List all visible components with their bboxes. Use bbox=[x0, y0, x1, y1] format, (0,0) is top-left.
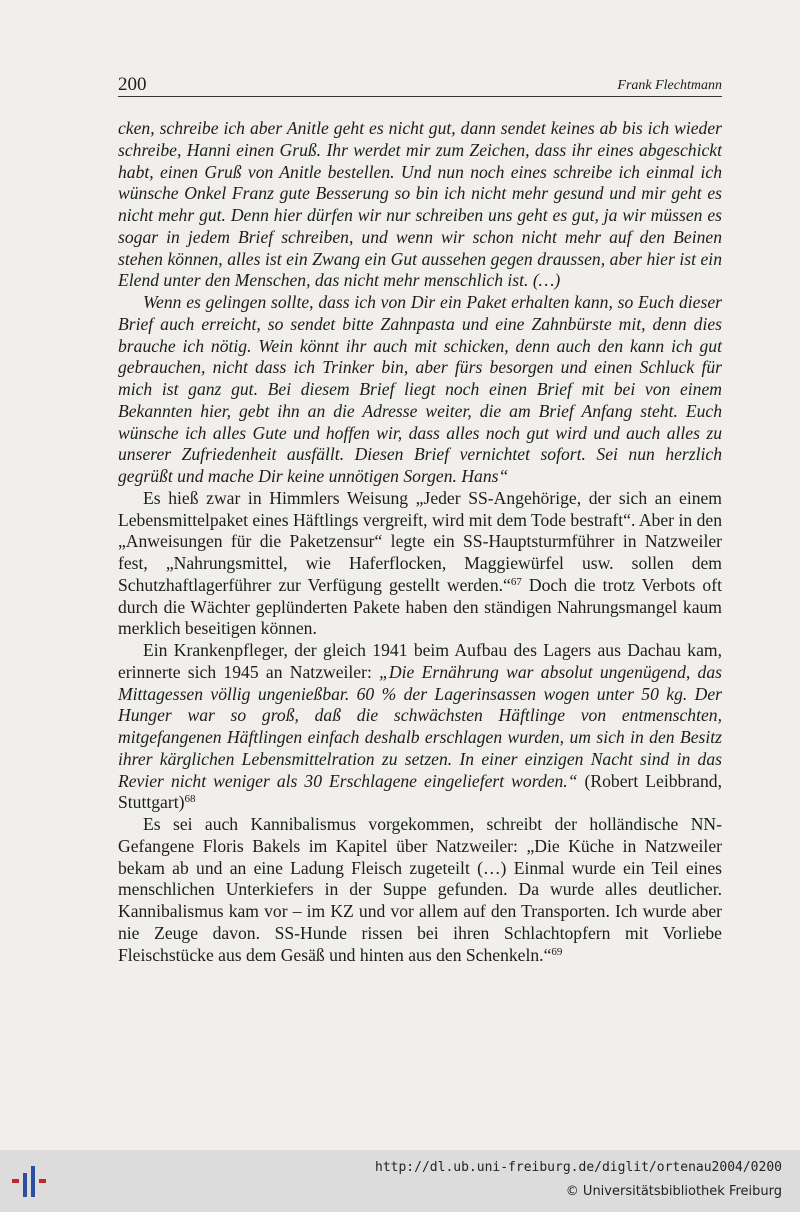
paragraph-4-source: (Robert Leibbrand, Stuttgart) bbox=[118, 770, 722, 813]
paragraph-5-text: Es sei auch Kannibalismus vorgekommen, schreibt der holländische NN-Gefangene Floris Bakels im Kapitel über Natzweiler: „Die Küche in Natzweiler bekam ab und an eine Ladung Fleisch zugeteilt (…) Einmal wurde ein Teil eines menschlichen Unterkiefers in der Suppe gefunden. Da wurde alles deutlicher. Kannibalismus kam vor – im KZ und vor allem auf den Transporten. Ich wurde aber nie Zeuge davon. SS-Hunde rissen bei ihren Schlachtopfern mit Vorliebe Fleischstücke aus dem Gesäß und hinten aus den Schenkeln.“ bbox=[118, 814, 722, 965]
viewer-footer bbox=[0, 1150, 800, 1212]
copyright-text: © Universitätsbibliothek Freiburg bbox=[565, 1184, 782, 1199]
page-number: 200 bbox=[118, 74, 147, 95]
paragraph-5 bbox=[118, 814, 722, 966]
paragraph-3-text-cont: Doch die trotz Verbots oft durch die Wächter geplünderten Pakete haben den ständigen Nahrungsmangel kaum merklich beseitigen können. bbox=[118, 574, 722, 639]
running-header bbox=[118, 74, 722, 97]
body-text bbox=[118, 118, 722, 966]
paragraph-letter-1: cken, schreibe ich aber Anitle geht es nicht gut, dann sendet keines ab bis ich wieder schreibe, Hanni einen Gruß. Ihr werdet mir zum Zeichen, dass ihr eines abgeschickt habt, einen Gruß von Anitle bestellen. Und nun noch eines schreibe ich einmal ich wünsche Onkel Franz gute Besserung so bin ich nicht mehr gesund und mir geht es nicht mehr gut. Denn hier dürfen wir nur schreiben uns geht es gut, ja wir müssen es sogar in jedem Brief schreiben, und wenn wir schon nicht mehr auf den Beinen stehen können, alles ist ein Zwang ein Gut aussehen gegen draussen, aber hier ist ein Elend unter den Menschen, das nicht mehr menschlich ist. (…) bbox=[118, 118, 722, 291]
paragraph-4-quote: „Die Ernährung war absolut ungenügend, das Mittagessen völlig ungenießbar. 60 % der Lagerinsassen wogen unter 50 kg. Der Hunger war so groß, daß die schwächsten Häftlinge von entmenschten, mitgefangenen Häftlingen einfach deshalb erschlagen wurden, um sich in den Besitz ihrer kärglichen Lebensmittelration zu setzen. In einer einzigen Nacht sind in das Revier nicht weniger als 30 Erschlagene eingeliefert worden.“ bbox=[118, 661, 722, 791]
paragraph-3-text: Es hieß zwar in Himmlers Weisung „Jeder SS-Angehörige, der sich an einem Lebensmittelpaket eines Häftlings vergreift, wird mit dem Tode bestraft“. Aber in den „Anweisungen für die Paketzensur“ legte ein SS-Hauptsturmführer in Natzweiler fest, „Nahrungsmittel, wie Haferflocken, Maggiewürfel usw. sollen dem Schutzhaftlagerführer zur Verfügung gestellt werden.“ bbox=[118, 487, 722, 595]
paragraph-4-text: Ein Krankenpfleger, der gleich 1941 beim Aufbau des Lagers aus Dachau kam, erinnerte sich 1945 an Natzweiler: bbox=[118, 640, 722, 682]
ub-freiburg-logo-icon[interactable] bbox=[10, 1164, 50, 1198]
paragraph-3 bbox=[118, 488, 722, 640]
footnote-ref-67[interactable]: 67 bbox=[510, 575, 522, 588]
footnote-ref-69[interactable]: 69 bbox=[551, 945, 563, 958]
running-author: Frank Flechtmann bbox=[617, 78, 722, 93]
footnote-ref-68[interactable]: 68 bbox=[184, 793, 196, 806]
source-url-link[interactable]: http://dl.ub.uni-freiburg.de/diglit/ortenau2004/0200 bbox=[375, 1160, 782, 1175]
paragraph-4 bbox=[118, 640, 722, 814]
paragraph-letter-2: Wenn es gelingen sollte, dass ich von Dir ein Paket erhalten kann, so Euch dieser Brief auch erreicht, so sendet bitte Zahnpasta und eine Zahnbürste mit, denn dies brauche ich nötig. Wein könnt ihr auch mit schicken, denn auch den kann ich gut gebrauchen, nicht dass ich Trinker bin, aber fürs besorgen und einen Schluck für mich ist ganz gut. Bei diesem Brief liegt noch einen Brief mit bei von einem Bekannten hier, gebt ihn an die Adresse weiter, die am Brief Anfang steht. Euch wünsche ich alles Gute und hoffen wir, dass alles noch gut wird und auch alles zu unserer Zufriedenheit ausfällt. Diesen Brief vernichtet sofort. Sei nun herzlich gegrüßt und mache Dir keine unnötigen Sorgen. Hans“ bbox=[118, 292, 722, 486]
